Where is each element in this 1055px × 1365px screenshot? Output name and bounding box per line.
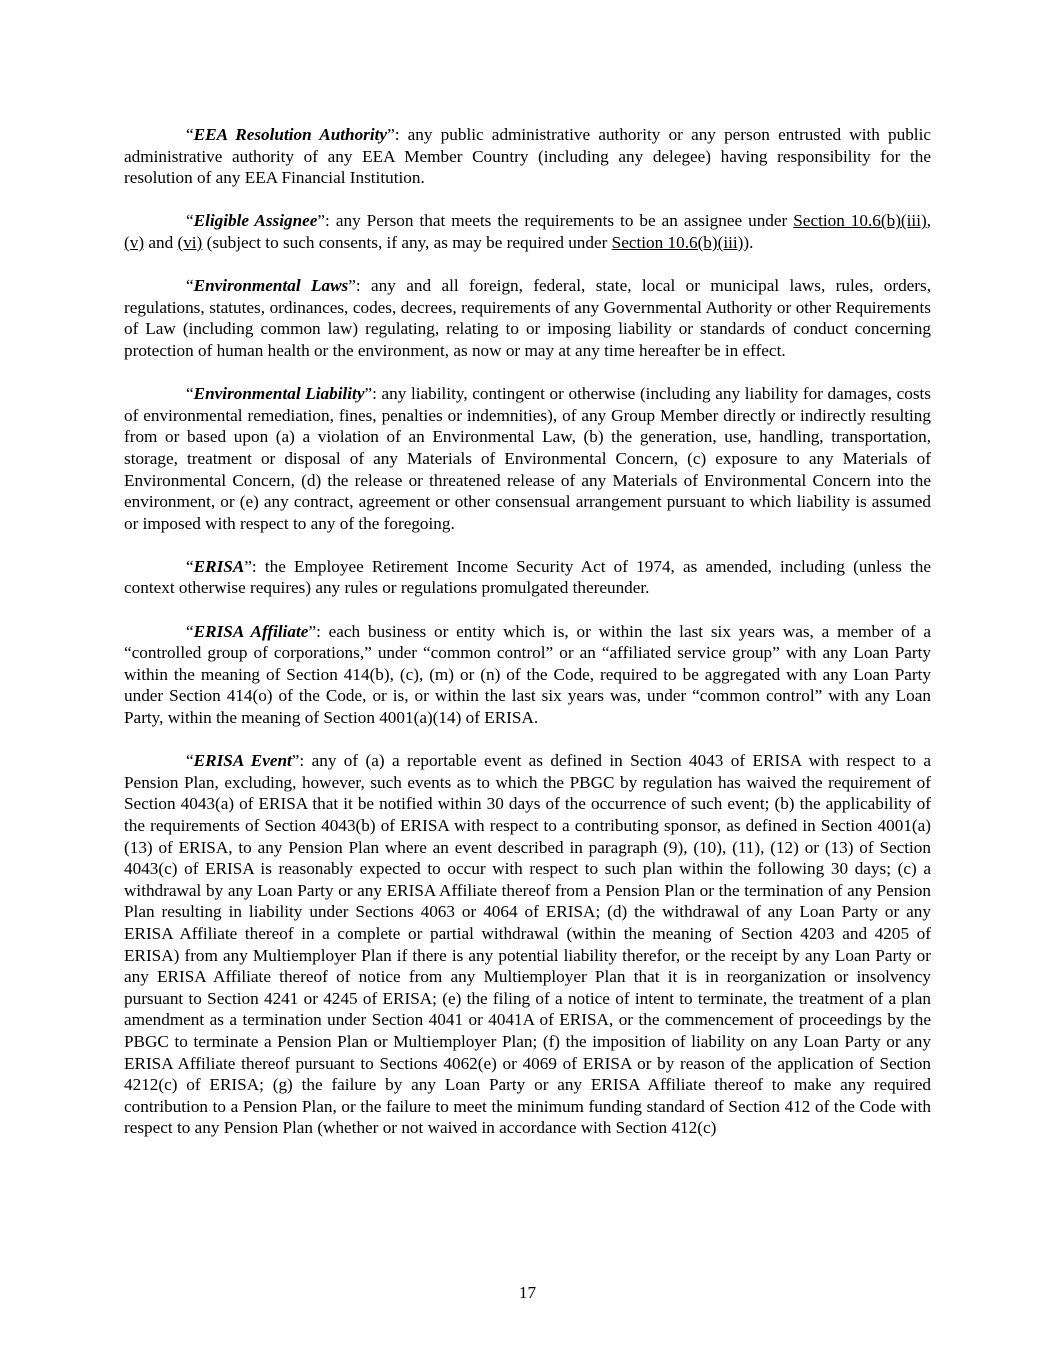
open-quote: “ (186, 751, 194, 771)
section-reference: Section 10.6(b)(iii) (793, 211, 927, 231)
section-reference: Section 10.6(b)(iii) (611, 232, 744, 252)
close-quote: ”: (364, 384, 382, 404)
definition-environmental-laws (124, 275, 931, 361)
close-quote: ”: (348, 276, 372, 296)
defined-term: ERISA Event (193, 751, 292, 771)
open-quote: “ (186, 276, 194, 296)
definition-text: ). (743, 232, 754, 252)
definition-text: (subject to such consents, if any, as may be required under (202, 232, 612, 252)
definition-erisa (124, 556, 931, 599)
open-quote: “ (186, 556, 194, 576)
close-quote: ”: (317, 211, 336, 231)
close-quote: ”: (308, 621, 329, 641)
close-quote: ”: (244, 556, 265, 576)
definition-text: any liability, contingent or otherwise (including any liability for damages, costs of environmental remediation, fines, penalties or indemnities), of any Group Member directly or indirectly resulting from or based upon (a) a violation of an Environmental Law, (b) the generation, use, handling, transportation, storage, treatment or disposal of any Materials of Environmental Concern, (c) exposure to any Materials of Environmental Concern, (d) the release or threatened release of any Materials of Environmental Concern into the environment, or (e) any contract, agreement or other consensual arrangement pursuant to which liability is assumed or imposed with respect to any of the foregoing. (124, 384, 931, 533)
defined-term: Environmental Laws (193, 276, 349, 296)
defined-term: ERISA (193, 556, 245, 576)
definition-environmental-liability (124, 383, 931, 534)
document-page (124, 124, 931, 1161)
defined-term: ERISA Affiliate (193, 621, 309, 641)
section-reference: (vi) (177, 232, 203, 252)
definition-erisa-affiliate (124, 621, 931, 729)
definition-text: any Person that meets the requirements to be an assignee under (335, 211, 794, 231)
definition-erisa-event (124, 750, 931, 1139)
close-quote: ”: (291, 751, 312, 771)
definition-text: , (926, 211, 931, 231)
defined-term: EEA Resolution Authority (193, 125, 388, 144)
definition-text: any of (a) a reportable event as defined in Section 4043 of ERISA with respect to a Pension Plan, excluding, however, such events as to which the PBGC by regulation has waived the requirement of Section 4043(a) of ERISA that it be notified within 30 days of the occurrence of such event; (b) the applicability of the requirements of Section 4043(b) of ERISA with respect to a contributing sponsor, as defined in Section 4001(a)(13) of ERISA, to any Pension Plan where an event described in paragraph (9), (10), (11), (12) or (13) of Section 4043(c) of ERISA is reasonably expected to occur with respect to such plan within the following 30 days; (c) a withdrawal by any Loan Party or any ERISA Affiliate thereof from a Pension Plan or the termination of any Pension Plan resulting in liability under Sections 4063 or 4064 of ERISA; (d) the withdrawal of any Loan Party or any ERISA Affiliate thereof in a complete or partial withdrawal (within the meaning of Section 4203 and 4205 of ERISA) from any Multiemployer Plan if there is any potential liability therefor, or the receipt by any Loan Party or any ERISA Affiliate thereof of notice from any Multiemployer Plan that it is in reorganization or insolvency pursuant to Section 4241 or 4245 of ERISA; (e) the filing of a notice of intent to terminate, the treatment of a plan amendment as a termination under Section 4041 or 4041A of ERISA, or the commencement of proceedings by the PBGC to terminate a Pension Plan or Multiemployer Plan; (f) the imposition of liability on any Loan Party or any ERISA Affiliate thereof pursuant to Sections 4062(e) or 4069 of ERISA or by reason of the application of Section 4212(c) of ERISA; (g) the failure by any Loan Party or any ERISA Affiliate thereof to make any required contribution to a Pension Plan, or the failure to meet the minimum funding standard of Section 412 of the Code with respect to any Pension Plan (whether or not waived in accordance with Section 412(c) (124, 751, 932, 1138)
defined-term: Environmental Liability (193, 384, 365, 404)
open-quote: “ (186, 384, 194, 404)
definition-text: and (144, 232, 178, 252)
close-quote: ”: (387, 125, 408, 144)
definition-text: the Employee Retirement Income Security Act of 1974, as amended, including (unless the context otherwise requires) any rules or regulations promulgated thereunder. (124, 556, 931, 598)
definition-text: any and all foreign, federal, state, local or municipal laws, rules, orders, regulations, statutes, ordinances, codes, decrees, requirements of any Governmental Authority or other Requirements of Law (including common law) regulating, relating to or imposing liability or standards of conduct concerning protection of human health or the environment, as now or may at any time hereafter be in effect. (124, 276, 932, 360)
definition-eligible-assignee (124, 210, 931, 253)
definition-text: each business or entity which is, or within the last six years was, a member of a “controlled group of corporations,” under “common control” or an “affiliated service group” with any Loan Party within the meaning of Section 414(b), (c), (m) or (n) of the Code, required to be aggregated with any Loan Party under Section 414(o) of the Code, or is, or within the last six years was, under “common control” with any Loan Party, within the meaning of Section 4001(a)(14) of ERISA. (124, 621, 931, 728)
page-number: 17 (518, 1283, 537, 1302)
definition-text: any public administrative authority or any person entrusted with public administrative authority of any EEA Member Country (including any delegee) having responsibility for the resolution of any EEA Financial Institution. (124, 125, 931, 188)
open-quote: “ (186, 125, 194, 144)
section-reference: (v) (124, 232, 145, 252)
open-quote: “ (186, 211, 194, 231)
defined-term: Eligible Assignee (193, 211, 318, 231)
open-quote: “ (186, 621, 194, 641)
definition-eea-resolution-authority (124, 124, 931, 189)
